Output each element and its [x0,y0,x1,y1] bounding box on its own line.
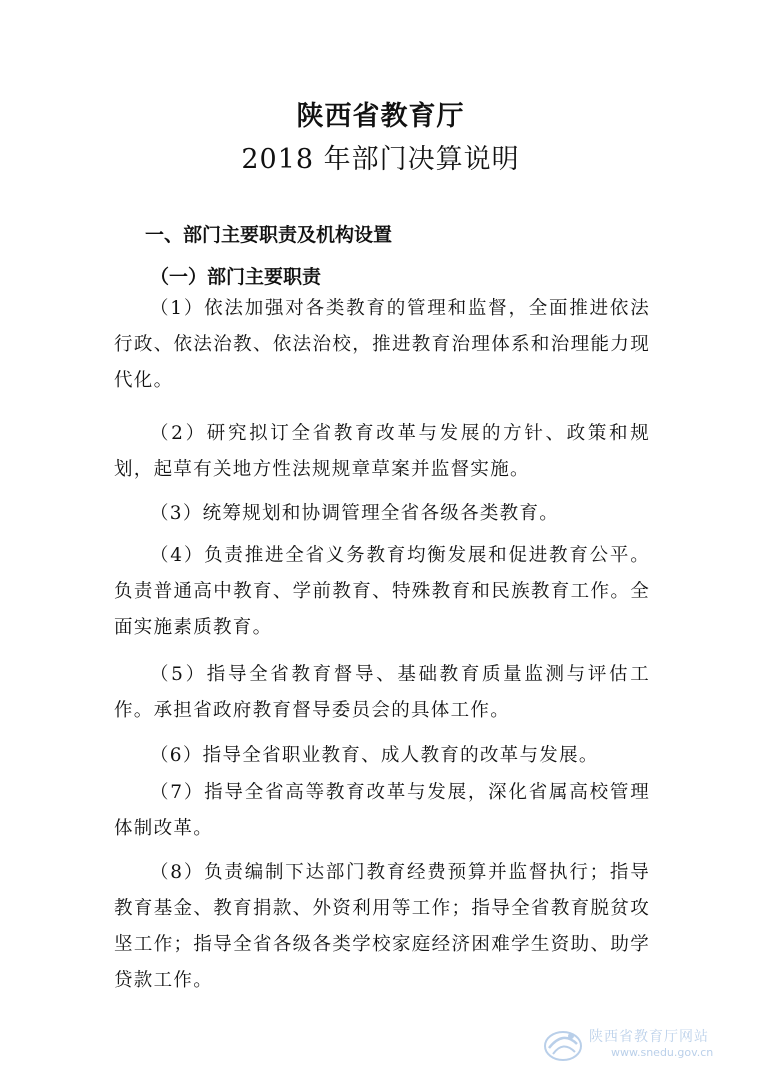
watermark-site-name: 陕西省教育厅网站 [589,1029,709,1045]
section-heading: 一、部门主要职责及机构设置 [145,224,393,246]
education-logo-icon [541,1024,585,1064]
paragraph-duty-1: （1）依法加强对各类教育的管理和监督，全面推进依法行政、依法治教、依法治校，推进教育治理体系和治理能力现代化。 [114,298,650,391]
paragraph-duty-6: （6）指导全省职业教育、成人教育的改革与发展。 [150,745,599,766]
paragraph-duty-5: （5）指导全省教育督导、基础教育质量监测与评估工作。承担省政府教育督导委员会的具体工作。 [114,664,650,721]
document-title-line2: 2018 年部门决算说明 [241,144,520,175]
paragraph-duty-2: （2）研究拟订全省教育改革与发展的方针、政策和规划，起草有关地方性法规规章草案并监督实施。 [114,423,650,480]
subsection-heading: （一）部门主要职责 [150,266,322,288]
paragraph-duty-4: （4）负责推进全省义务教育均衡发展和促进教育公平。负责普通高中教育、学前教育、特殊教育和民族教育工作。全面实施素质教育。 [114,545,650,638]
paragraph-duty-7: （7）指导全省高等教育改革与发展，深化省属高校管理体制改革。 [114,782,650,839]
paragraph-duty-8: （8）负责编制下达部门教育经费预算并监督执行；指导教育基金、教育捐款、外资利用等工作；指导全省教育脱贫攻坚工作；指导全省各级各类学校家庭经济困难学生资助、助学贷款工作。 [114,862,650,991]
paragraph-duty-3: （3）统筹规划和协调管理全省各级各类教育。 [150,503,560,524]
site-watermark [541,1022,751,1068]
document-title-line1: 陕西省教育厅 [296,101,465,132]
watermark-site-url: www.snedu.gov.cn [611,1046,714,1059]
